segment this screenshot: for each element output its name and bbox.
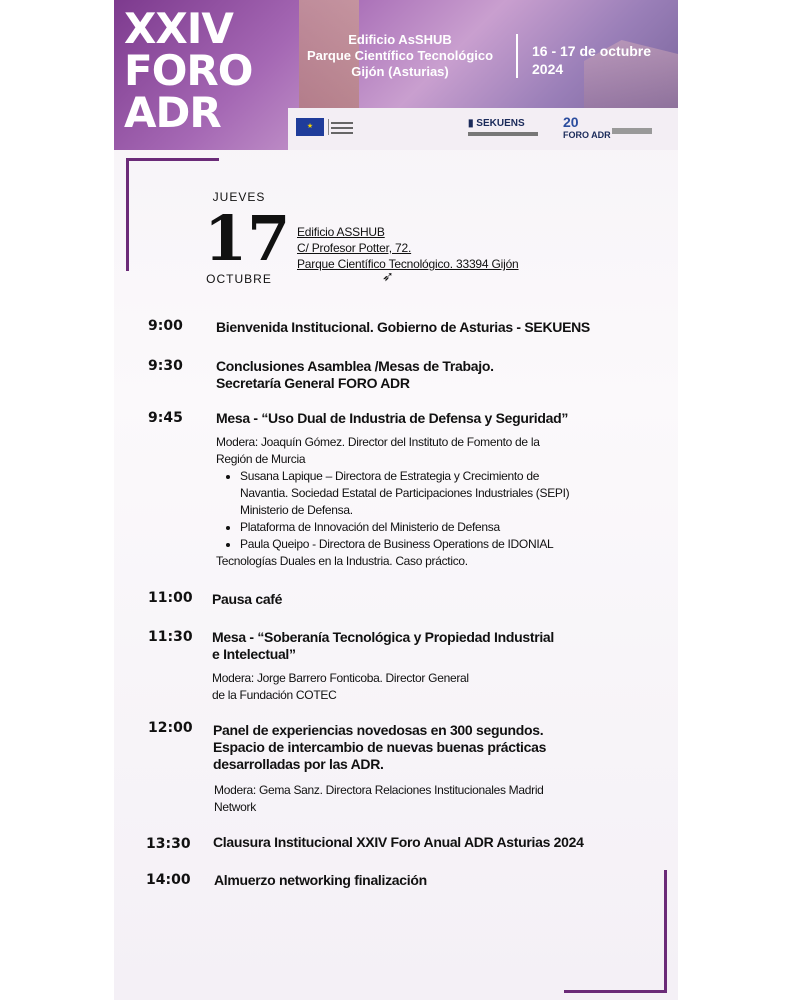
foro-logo-text: FORO ADR xyxy=(563,130,611,140)
session-title-line: Bienvenida Institucional. Gobierno de Asturias - SEKUENS xyxy=(216,319,590,335)
time-slot: 11:00 xyxy=(148,590,193,606)
moderator-line: Network xyxy=(214,800,256,814)
date-line: 2024 xyxy=(532,61,564,77)
moderator-line: de la Fundación COTEC xyxy=(212,688,337,702)
time-slot: 12:00 xyxy=(148,720,193,736)
session-title-line: Mesa - “Soberanía Tecnológica y Propiedad Industrial xyxy=(212,629,555,645)
moderator-line: Región de Murcia xyxy=(216,452,306,466)
date-line: 16 - 17 de octubre xyxy=(532,43,652,59)
day-number: 17 xyxy=(204,202,291,275)
speaker-item xyxy=(240,468,646,519)
title-line: XXIV xyxy=(124,4,233,53)
speaker-line: • Plataforma de Innovación del Ministerio de Defensa xyxy=(240,520,500,534)
speaker-line: Navantia. Sociedad Estatal de Participaciones Industriales (SEPI) xyxy=(240,486,570,500)
eu-flag-icon: ★ xyxy=(296,118,324,136)
time-slot: 9:30 xyxy=(148,358,183,374)
session-title-line: Clausura Institucional XXIV Foro Anual ADR Asturias 2024 xyxy=(213,834,584,850)
sekuens-logo: ▮ SEKUENS xyxy=(468,118,525,129)
session-title xyxy=(212,629,554,663)
speaker-line: • Paula Queipo - Directora de Business Operations de IDONIAL xyxy=(240,537,554,551)
title-line: FORO xyxy=(124,46,253,95)
session-title xyxy=(212,591,282,608)
session-title xyxy=(216,410,568,427)
session-title-line: Mesa - “Uso Dual de Industria de Defensa y Seguridad” xyxy=(216,410,569,426)
venue-line: Parque Científico Tecnológico xyxy=(306,48,494,63)
venue-line: Edificio AsSHUB xyxy=(348,32,452,47)
speaker-item xyxy=(240,536,646,553)
month: OCTUBRE xyxy=(206,272,272,286)
agenda-page xyxy=(114,0,678,1000)
moderator-line: Modera: Gema Sanz. Directora Relaciones Institucionales Madrid xyxy=(214,783,544,797)
session-title-line: Almuerzo networking finalización xyxy=(214,872,427,888)
session-details xyxy=(216,434,646,570)
sekuens-logo-text: SEKUENS xyxy=(476,118,525,129)
address-line: C/ Profesor Potter, 72. xyxy=(297,241,412,255)
session-title-line: desarrolladas por las ADR. xyxy=(213,756,384,772)
speaker-line: Ministerio de Defensa. xyxy=(240,503,353,517)
session-title xyxy=(214,872,427,889)
time-slot: 9:00 xyxy=(148,318,183,334)
session-title-line: Espacio de intercambio de nuevas buenas prácticas xyxy=(213,739,547,755)
session-title xyxy=(216,319,590,336)
time-slot: 9:45 xyxy=(148,410,183,426)
session-details xyxy=(212,670,642,704)
address-line: Parque Científico Tecnológico. 33394 Gijón xyxy=(297,257,519,271)
speaker-line: • Susana Lapique – Directora de Estrategia y Crecimiento de xyxy=(240,469,540,483)
weekday: JUEVES xyxy=(212,190,266,204)
session-title-line: Secretaría General FORO ADR xyxy=(216,375,410,391)
pointer-cursor-icon: ➶ xyxy=(382,268,394,284)
schedule xyxy=(114,0,678,1000)
time-slot: 14:00 xyxy=(146,872,191,888)
address-line: Edificio ASSHUB xyxy=(297,225,385,239)
title-line: ADR xyxy=(124,88,221,137)
time-slot: 11:30 xyxy=(148,629,193,645)
venue-line: Gijón (Asturias) xyxy=(351,64,449,79)
session-title xyxy=(216,358,494,392)
speaker-item xyxy=(240,519,646,536)
session-title-line: e Intelectual” xyxy=(212,646,296,662)
moderator-line: Modera: Jorge Barrero Fonticoba. Director General xyxy=(212,671,469,685)
session-title-line: Pausa café xyxy=(212,591,283,607)
session-details xyxy=(214,782,644,816)
session-title xyxy=(213,834,584,851)
speaker-list xyxy=(216,468,646,553)
foro-logo-number: 20 xyxy=(563,114,579,130)
session-title-line: Conclusiones Asamblea /Mesas de Trabajo. xyxy=(216,358,494,374)
session-title-line: Panel de experiencias novedosas en 300 segundos. xyxy=(213,722,544,738)
session-title xyxy=(213,722,546,773)
time-slot: 13:30 xyxy=(146,836,191,852)
session-note: Tecnologías Duales en la Industria. Caso práctico. xyxy=(216,554,468,568)
moderator-line: Modera: Joaquín Gómez. Director del Instituto de Fomento de la xyxy=(216,435,540,449)
